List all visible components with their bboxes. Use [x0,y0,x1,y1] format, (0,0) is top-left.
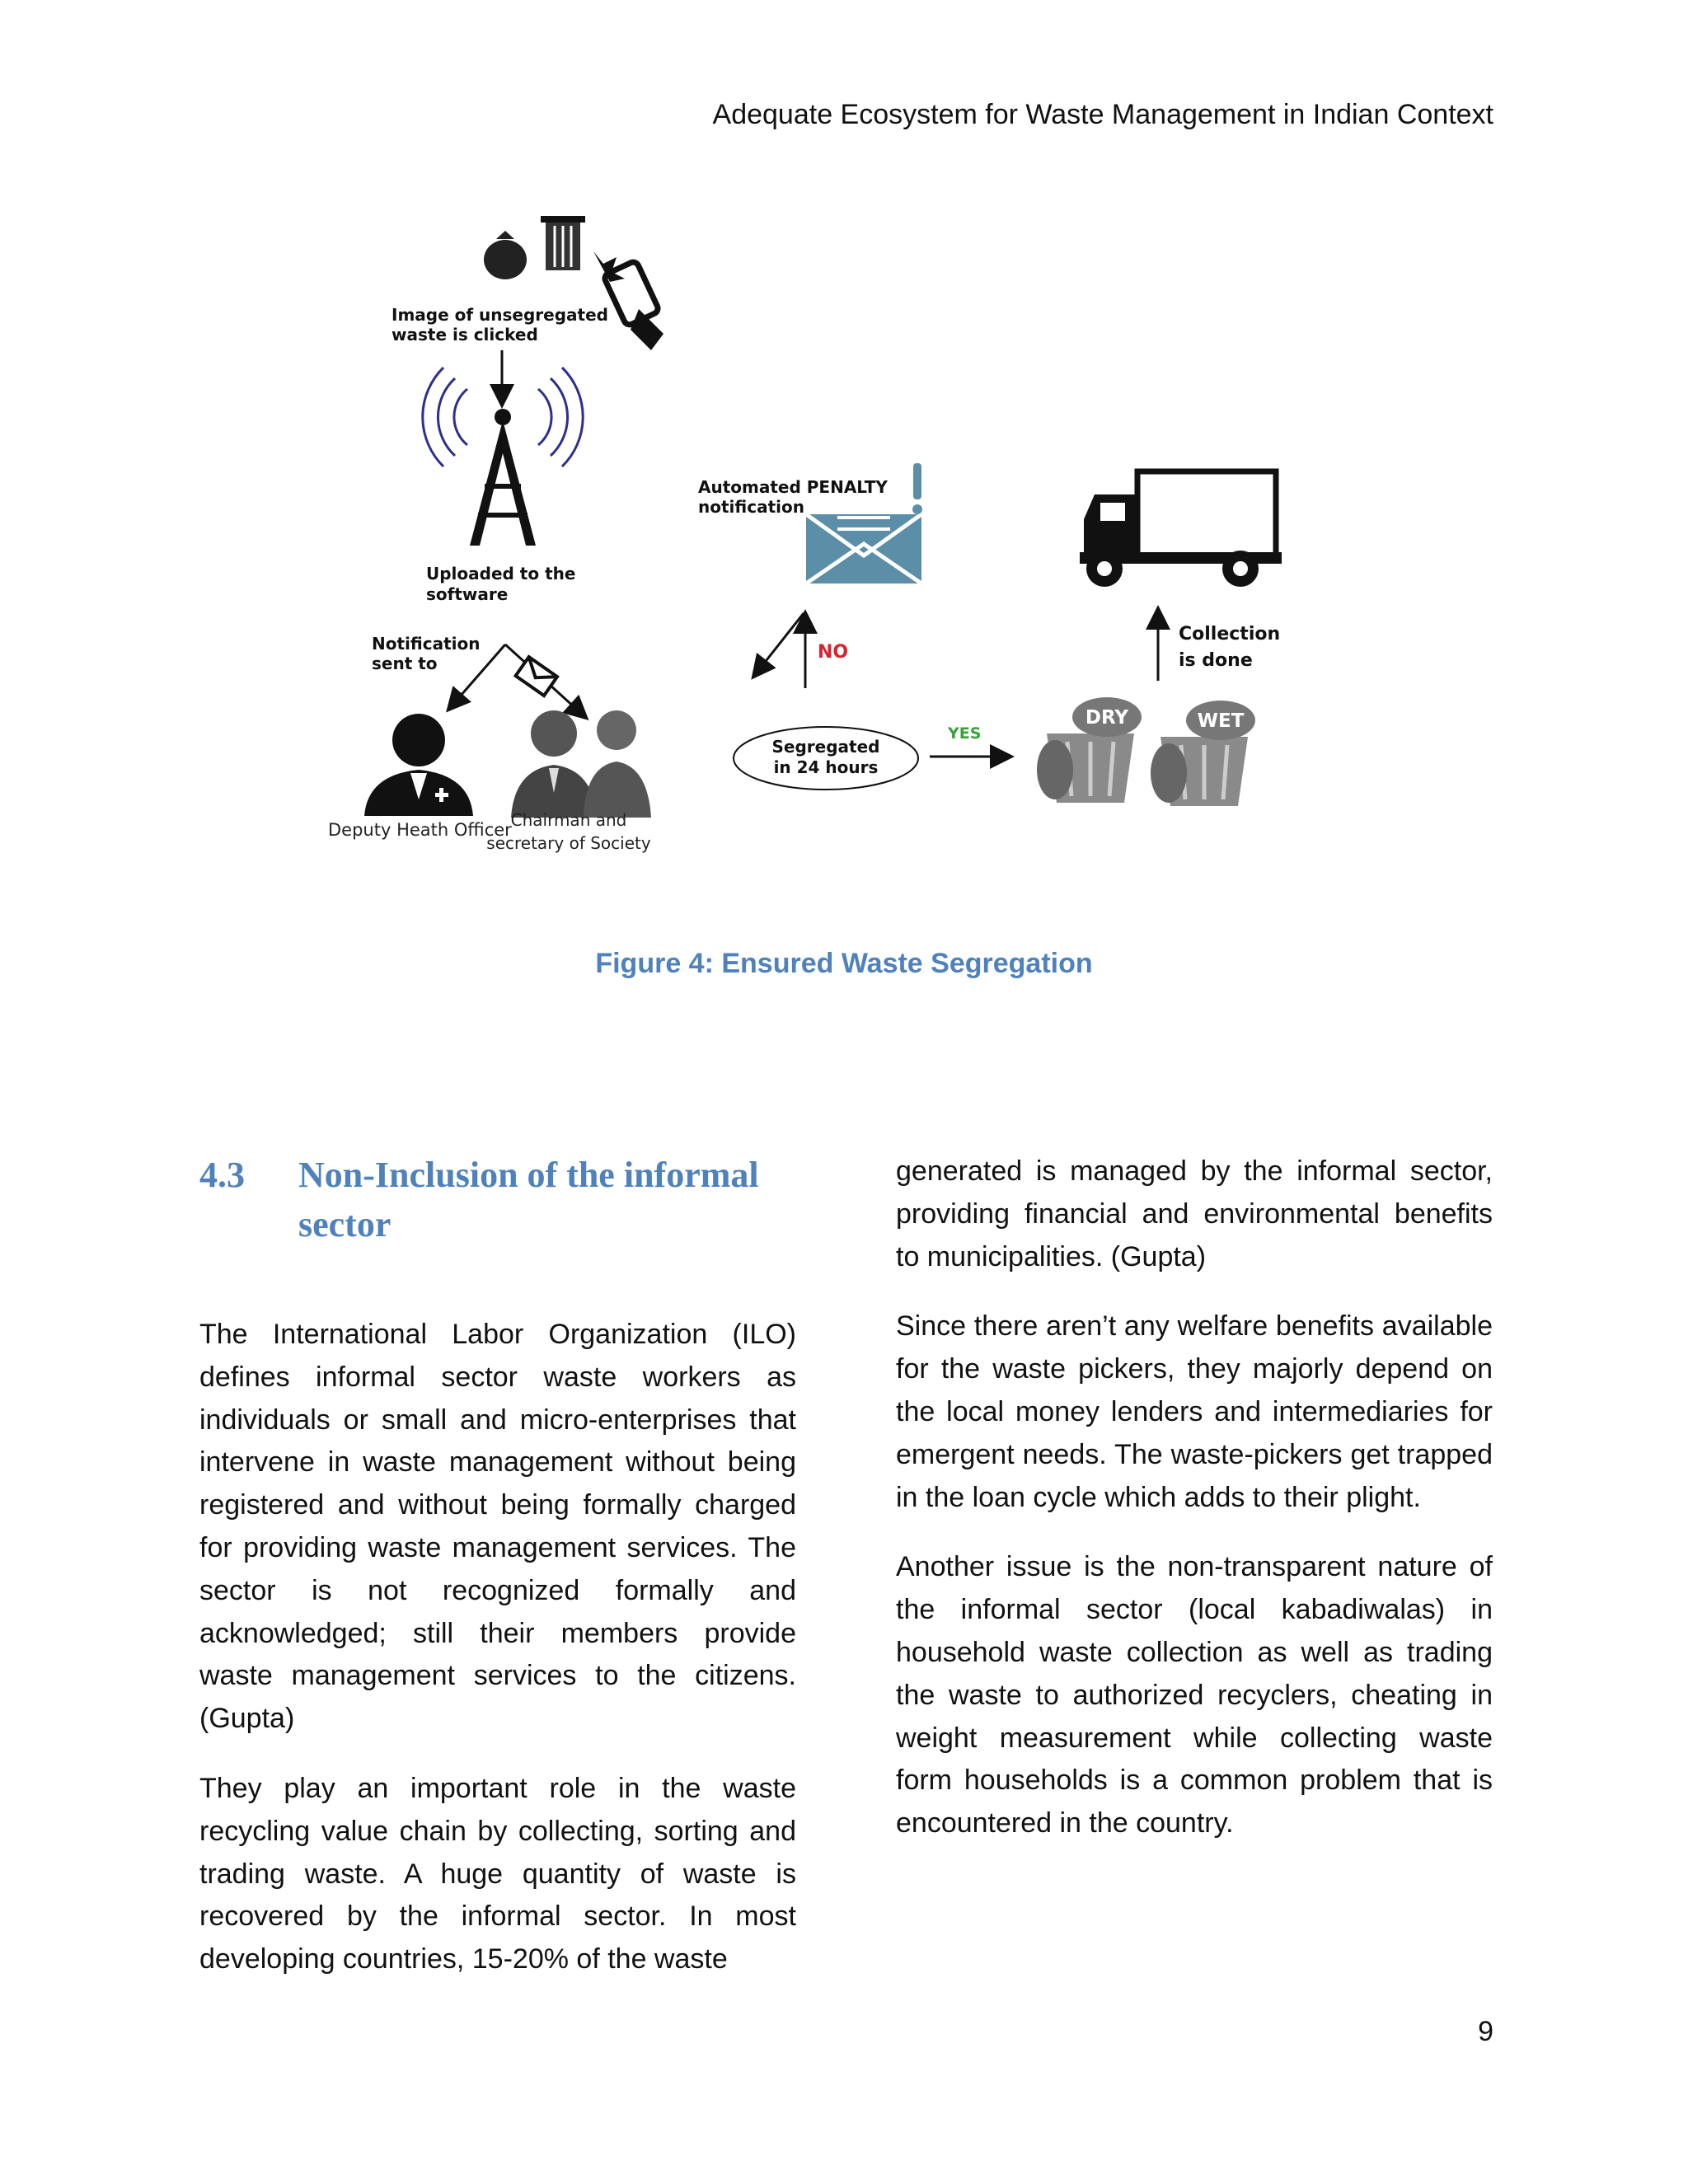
label-no: NO [818,642,849,663]
label-wet: WET [1197,710,1245,732]
label-segregated-2: in 24 hours [773,757,879,777]
label-image-clicked-1: Image of unsegregated [392,305,608,325]
paragraph: Since there aren’t any welfare benefits available for the waste pickers, they majorly depend on the local money lenders and intermediaries for emergent needs. The waste-pickers get trapped in the loan cycle which adds to their plight. [896,1310,1493,1513]
label-segregated-1: Segregated [771,737,880,757]
label-collection-1: Collection [1179,624,1281,644]
trash-bin-icon [541,216,585,270]
label-collection-2: is done [1179,650,1253,671]
garbage-bag-icon [484,231,527,279]
label-penalty-2: notification [698,497,804,517]
figure-diagram [313,206,1302,882]
label-penalty-1: Automated PENALTY [698,477,888,497]
small-envelope-icon [516,657,557,696]
arrow-to-deputy [449,644,505,709]
label-uploaded-1: Uploaded to the [426,564,576,583]
wet-bin-icon [1151,701,1255,806]
label-yes: YES [948,724,982,743]
label-notification-2: sent to [372,654,438,673]
arrow-down-from-penalty [754,613,804,676]
label-chairman-2: secretary of Society [486,833,651,853]
dry-bin-icon [1037,697,1142,803]
running-header: Adequate Ecosystem for Waste Management in Indian Context [712,99,1493,130]
paragraph: generated is managed by the informal sector, providing financial and environmental benefits to municipalities. (Gupta) [896,1155,1493,1272]
deputy-officer-icon [364,714,473,816]
label-chairman-1: Chairman and [510,810,627,830]
figure-caption: Figure 4: Ensured Waste Segregation [595,948,1093,979]
page-number: 9 [1478,2016,1493,2047]
paragraph: Another issue is the non-transparent nature of the informal sector (local kabadiwalas) in household waste collection as well as trading the waste to authorized recyclers, cheating in weight measurement while collecting waste form households is a common problem that is encountered in the country. [896,1551,1493,1840]
truck-icon [1080,471,1282,587]
left-column [199,1151,796,2008]
section-title: Non-Inclusion of the informal sector [298,1155,759,1244]
label-dry: DRY [1085,707,1129,729]
label-notification-1: Notification [372,634,481,654]
label-deputy: Deputy Heath Officer [328,820,512,840]
paragraph: They play an important role in the waste recycling value chain by collecting, sorting and trading waste. A huge quantity of waste is recovered by the informal sector. In most developing countries, 15-20% of the waste [199,1772,796,1975]
label-uploaded-2: software [426,584,509,604]
right-column [896,1151,1493,1872]
paragraph: The International Labor Organization (ILO) defines informal sector waste workers as individuals or small and micro-enterprises that intervene in waste management without being registered and without being formally charged for providing waste management services. The sector is not recognized formally and acknowledged; still their members provide waste management services to the citizens. (Gupta) [199,1319,796,1735]
label-image-clicked-2: waste is clicked [392,325,538,344]
chairman-secretary-icon [511,710,651,818]
waste-segregation-figure [313,206,1302,882]
section-heading [199,1151,796,1249]
section-number: 4.3 [199,1155,245,1195]
phone-camera-icon [593,251,663,350]
